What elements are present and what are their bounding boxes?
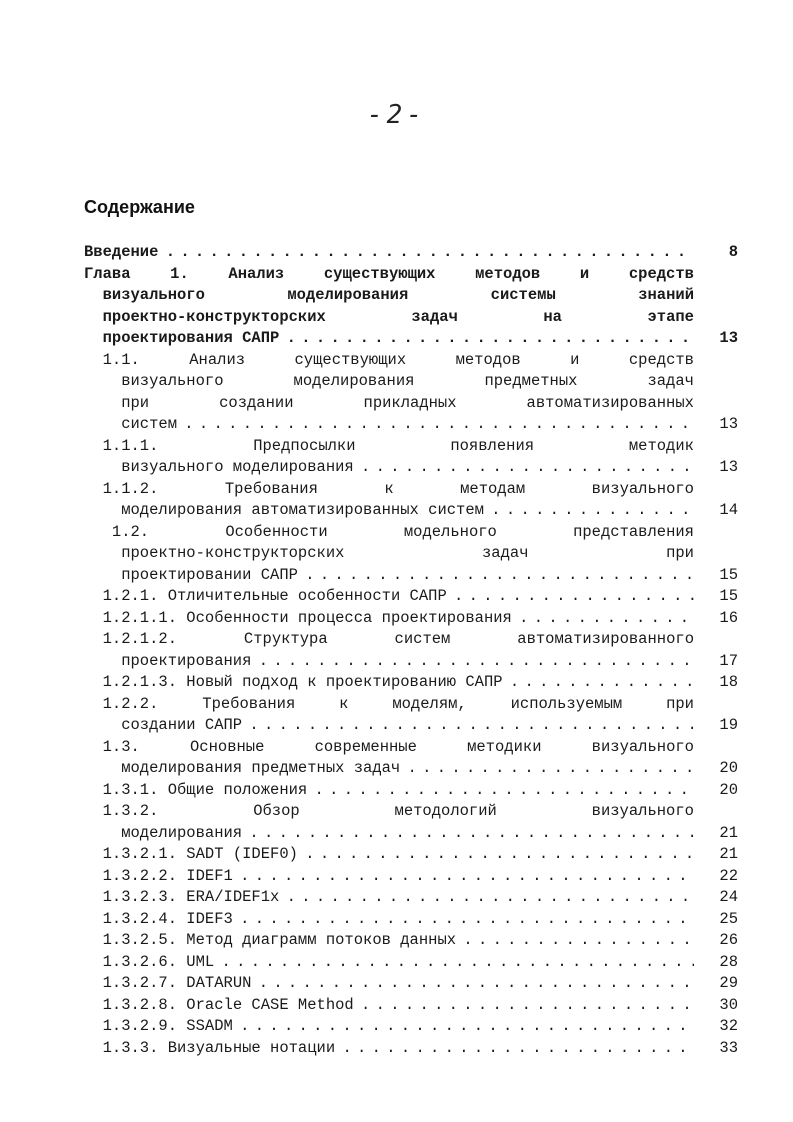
- toc-entry-line: [84, 823, 738, 845]
- toc-entry-line: [84, 844, 738, 866]
- toc-page-number: 22: [719, 866, 738, 885]
- toc-entry-line: [84, 264, 738, 286]
- toc-entry-text: Введение . . .: [84, 242, 694, 264]
- toc-entry-line: [84, 285, 738, 307]
- toc-page-number: 30: [719, 995, 738, 1014]
- toc-entry-text: 1.2.1.1. Особенности процесса проектирования . . .: [103, 608, 694, 630]
- toc-entry-text: 1.3.1. Общие положения . . .: [103, 780, 694, 802]
- toc-entry-line: [84, 371, 738, 393]
- toc-entry-text: проектировании САПР . . .: [121, 565, 694, 587]
- toc-entry-line: [84, 543, 738, 565]
- toc-entry-text: 1.2.1.3. Новый подход к проектированию САПР . . .: [103, 672, 694, 694]
- toc-entry-text: 1.3.2. Обзор методологий визуального: [102, 802, 694, 820]
- toc-page-number: 14: [719, 501, 738, 519]
- toc-entry-text: 1.3.2.3. ERA/IDEF1x . . .: [103, 887, 694, 909]
- toc-entry-line: [84, 586, 738, 608]
- toc-entry-line: [84, 1016, 738, 1038]
- toc-entry-line: [84, 715, 738, 737]
- toc-page-number: 13: [719, 458, 738, 476]
- toc-entry-text: 1.2.2. Требования к моделям, используемым при: [102, 694, 694, 713]
- toc-entry-line: [84, 801, 738, 823]
- toc-entry-line: [84, 436, 738, 458]
- toc-entry-text: Глава 1. Анализ существующих методов и средств: [84, 264, 694, 283]
- toc-entry-text: 1.2.1.2. Структура систем автоматизированного: [102, 630, 694, 648]
- toc-entry-line: [84, 930, 738, 952]
- toc-entry-line: [84, 866, 738, 888]
- toc-entry-text: 1.3.2.6. UML . . .: [103, 952, 694, 974]
- toc-entry-line: [84, 414, 738, 436]
- toc-entry-text: создании САПР . . .: [121, 715, 694, 737]
- toc-entry-line: [84, 608, 738, 630]
- toc-entry-text: при создании прикладных автоматизированных: [121, 393, 694, 412]
- toc-page-number: 15: [719, 587, 738, 605]
- toc-entry-line: [84, 973, 738, 995]
- toc-entry-line: [84, 651, 738, 673]
- toc-entry-line: [84, 780, 738, 802]
- toc-entry-line: [84, 500, 738, 522]
- toc-entry-text: 1.1. Анализ существующих методов и средств: [102, 350, 694, 369]
- toc-page-number: 29: [719, 974, 738, 992]
- toc-entry-text: 1.1.1. Предпосылки появления методик: [102, 436, 694, 455]
- toc-entry-line: [84, 629, 738, 651]
- toc-page-number: 16: [719, 608, 738, 627]
- toc-entry-text: 1.3.2.5. Метод диаграмм потоков данных . . .: [103, 930, 694, 952]
- toc-entry-line: [84, 887, 738, 909]
- page-number: -2-: [367, 100, 426, 130]
- toc-entry-text: проектно-конструкторских задач при: [121, 544, 694, 562]
- toc-entry-text: 1.3.2.9. SSADM . . .: [103, 1016, 694, 1038]
- toc-entry-text: 1.2.1. Отличительные особенности САПР . . .: [103, 586, 694, 608]
- toc-entry-line: [84, 758, 738, 780]
- table-of-contents: [84, 242, 738, 1059]
- toc-page-number: 26: [719, 931, 738, 949]
- toc-entry-line: [84, 995, 738, 1017]
- toc-entry-line: [84, 307, 738, 329]
- toc-page-number: 24: [719, 888, 738, 906]
- toc-page-number: 13: [719, 329, 738, 347]
- toc-entry-line: [84, 672, 738, 694]
- toc-entry-text: проектирования САПР . . .: [103, 328, 694, 350]
- toc-entry-text: 1.1.2. Требования к методам визуального: [102, 479, 694, 498]
- toc-page-number: 20: [719, 780, 738, 799]
- toc-entry-text: проектирования . . .: [121, 651, 694, 673]
- toc-page-number: 18: [719, 673, 738, 691]
- toc-page-number: 17: [719, 651, 738, 670]
- toc-entry-text: 1.3.2.1. SADT (IDEF0) . . .: [103, 844, 694, 866]
- toc-page-number: 15: [719, 565, 738, 584]
- toc-entry-text: проектно-конструкторских задач на этапе: [102, 307, 694, 326]
- toc-entry-line: [84, 393, 738, 415]
- toc-entry-text: визуального моделирования предметных задач: [121, 372, 694, 390]
- toc-page-number: 8: [728, 243, 738, 261]
- toc-page-number: 33: [719, 1038, 738, 1057]
- toc-page-number: 19: [719, 716, 738, 734]
- toc-entry-text: систем . . .: [121, 414, 694, 436]
- toc-entry-text: визуального моделирования системы знаний: [102, 286, 694, 304]
- toc-entry-line: [84, 952, 738, 974]
- toc-page-number: 25: [719, 909, 738, 928]
- toc-entry-text: 1.3.2.2. IDEF1 . . .: [103, 866, 694, 888]
- toc-entry-text: 1.3. Основные современные методики визуального: [102, 737, 694, 756]
- toc-entry-line: [84, 479, 738, 501]
- toc-entry-line: [84, 350, 738, 372]
- toc-entry-line: [84, 457, 738, 479]
- toc-entry-line: [84, 1038, 738, 1060]
- toc-entry-text: 1.2. Особенности модельного представления: [111, 522, 694, 541]
- toc-title: Содержание: [84, 197, 195, 217]
- toc-entry-text: 1.3.2.7. DATARUN . . .: [103, 973, 694, 995]
- toc-page-number: 28: [719, 952, 738, 971]
- toc-page-number: 13: [719, 415, 738, 433]
- toc-entry-text: 1.3.3. Визуальные нотации . . .: [103, 1038, 694, 1060]
- toc-entry-line: [84, 694, 738, 716]
- toc-entry-text: моделирования автоматизированных систем . . .: [121, 500, 694, 522]
- toc-page-number: 20: [719, 759, 738, 777]
- toc-entry-line: [84, 565, 738, 587]
- toc-entry-line: [84, 328, 738, 350]
- toc-entry-line: [84, 522, 738, 544]
- toc-entry-line: [84, 242, 738, 264]
- toc-page-number: 21: [719, 845, 738, 863]
- toc-entry-text: моделирования предметных задач . . .: [121, 758, 694, 780]
- toc-entry-text: визуального моделирования . . .: [121, 457, 694, 479]
- toc-entry-line: [84, 737, 738, 759]
- toc-entry-text: моделирования . . .: [121, 823, 694, 845]
- toc-entry-text: 1.3.2.8. Oracle CASE Method . . .: [103, 995, 694, 1017]
- toc-page-number: 21: [719, 823, 738, 842]
- toc-page-number: 32: [719, 1017, 738, 1035]
- toc-entry-text: 1.3.2.4. IDEF3 . . .: [103, 909, 694, 931]
- toc-entry-line: [84, 909, 738, 931]
